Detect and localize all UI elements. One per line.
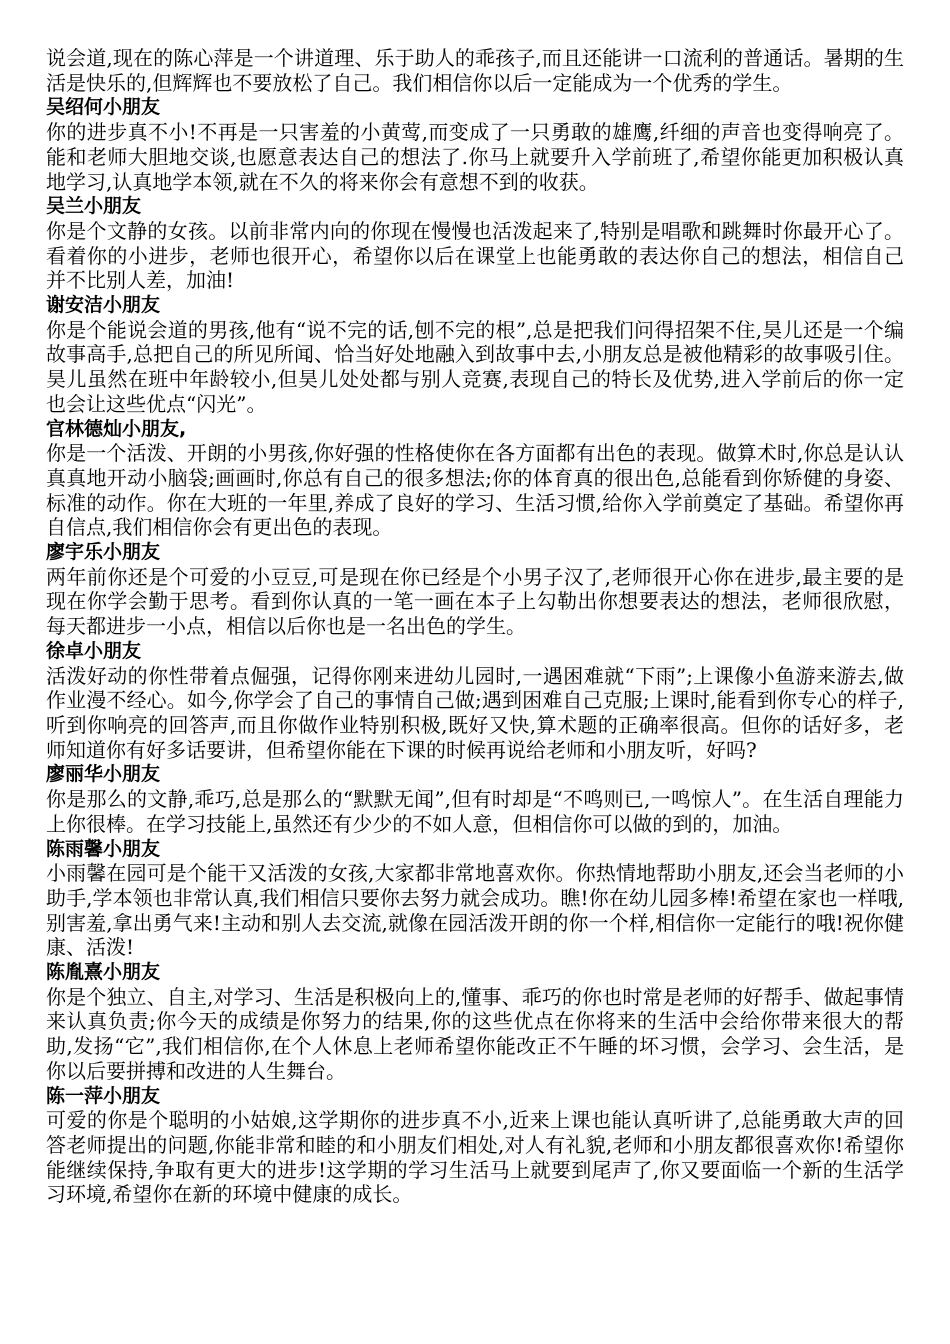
entry-text: 你是个文静的女孩。以前非常内向的你现在慢慢也活泼起来了,特别是唱歌和跳舞时你最开心了。看着你的小进步，老师也很开心，希望你以后在课堂上也能勇敢的表达你自己的想法，相信自己并不比别人差，加油!: [46, 218, 904, 293]
entry-heading: 陈胤熹小朋友: [46, 961, 161, 984]
entry: [46, 960, 904, 1084]
entry-text: 两年前你还是个可爱的小豆豆,可是现在你已经是个小男子汉了,老师很开心你在进步,最主要的是现在你学会勤于思考。看到你认真的一笔一画在本子上勾勒出你想要表达的想法，老师很欣慰，每天都进步一小点，相信以后你也是一名出色的学生。: [46, 564, 904, 639]
entry-text: 你是个能说会道的男孩,他有“说不完的话,刨不完的根”,总是把我们问得招架不住,昊儿还是一个编故事高手,总把自己的所见所闻、恰当好处地融入到故事中去,小朋友总是被他精彩的故事吸引住。昊儿虽然在班中年龄较小,但昊儿处处都与别人竞赛,表现自己的特长及优势,进入学前后的你一定也会让这些优点“闪光”。: [46, 317, 904, 416]
intro-paragraph: 说会道,现在的陈心萍是一个讲道理、乐于助人的乖孩子,而且还能讲一口流利的普通话。暑期的生活是快乐的,但辉辉也不要放松了自己。我们相信你以后一定能成为一个优秀的学生。: [46, 46, 904, 95]
entry-heading: 吴兰小朋友: [46, 195, 142, 218]
entry-text: 你是那么的文静,乖巧,总是那么的“默默无闻”,但有时却是“不鸣则已,一鸣惊人”。在生活自理能力上你很棒。在学习技能上,虽然还有少少的不如人意，但相信你可以做的到的，加油。: [46, 787, 904, 836]
entry: [46, 639, 904, 763]
entry-text: 活泼好动的你性带着点倔强，记得你刚来进幼儿园时,一遇困难就“下雨”;上课像小鱼游来游去,做作业漫不经心。如今,你学会了自己的事情自己做;遇到困难自己克服;上课时,能看到你专心的样子,听到你响亮的回答声,而且你做作业特别积极,既好又快,算术题的正确率很高。但你的话好多，老师知道你有好多话要讲，但希望你能在下课的时候再说给老师和小朋友听，好吗?: [46, 663, 904, 762]
entry-text: 你是个独立、自主,对学习、生活是积极向上的,懂事、乖巧的你也时常是老师的好帮手、做起事情来认真负责;你今天的成绩是你努力的结果,你的这些优点在你将来的生活中会给你带来很大的帮助,发扬“它”,我们相信你,在个人休息上老师希望你能改正不午睡的坏习惯，会学习、会生活，是你以后要拼搏和改进的人生舞台。: [46, 984, 904, 1083]
entry: [46, 837, 904, 961]
entry-text: 小雨馨在园可是个能干又活泼的女孩,大家都非常地喜欢你。你热情地帮助小朋友,还会当老师的小助手,学本领也非常认真,我们相信只要你去努力就会成功。瞧!你在幼儿园多棒!希望在家也一样哦,别害羞,拿出勇气来!主动和别人去交流,就像在园活泼开朗的你一个样,相信你一定能行的哦!祝你健康、活泼!: [46, 861, 904, 960]
entry: [46, 762, 904, 836]
entry-heading: 吴绍何小朋友: [46, 96, 161, 119]
entry: [46, 293, 904, 417]
entry: [46, 95, 904, 194]
entry-heading: 廖丽华小朋友: [46, 763, 161, 786]
entry-text: 可爱的你是个聪明的小姑娘,这学期你的进步真不小,近来上课也能认真听讲了,总能勇敢大声的回答老师提出的问题,你能非常和睦的和小朋友们相处,对人有礼貌,老师和小朋友都很喜欢你!希望你能继续保持,争取有更大的进步!这学期的学习生活马上就要到尾声了,你又要面临一个新的生活学习环境,希望你在新的环境中健康的成长。: [46, 1108, 904, 1207]
entry: [46, 1084, 904, 1208]
entry-heading: 陈雨馨小朋友: [46, 837, 161, 860]
entry: [46, 417, 904, 541]
entry: [46, 540, 904, 639]
entry-heading: 徐卓小朋友: [46, 639, 142, 662]
entry-text: 你的进步真不小!不再是一只害羞的小黄莺,而变成了一只勇敢的雄鹰,纤细的声音也变得响亮了。能和老师大胆地交谈,也愿意表达自己的想法了.你马上就要升入学前班了,希望你能更加积极认真地学习,认真地学本领,就在不久的将来你会有意想不到的收获。: [46, 120, 904, 194]
entry: [46, 194, 904, 293]
entry-heading: 陈一萍小朋友: [46, 1084, 161, 1107]
entry-heading: 廖宇乐小朋友: [46, 541, 161, 564]
entry-text: 你是一个活泼、开朗的小男孩,你好强的性格使你在各方面都有出色的表现。做算术时,你总是认认真真地开动小脑袋;画画时,你总有自己的很多想法;你的体育真的很出色,总能看到你矫健的身姿、标准的动作。你在大班的一年里,养成了良好的学习、生活习惯,给你入学前奠定了基础。希望你再自信点,我们相信你会有更出色的表现。: [46, 441, 904, 540]
entry-heading: 谢安洁小朋友: [46, 294, 161, 317]
entry-heading: 官林德灿小朋友,: [46, 417, 187, 440]
